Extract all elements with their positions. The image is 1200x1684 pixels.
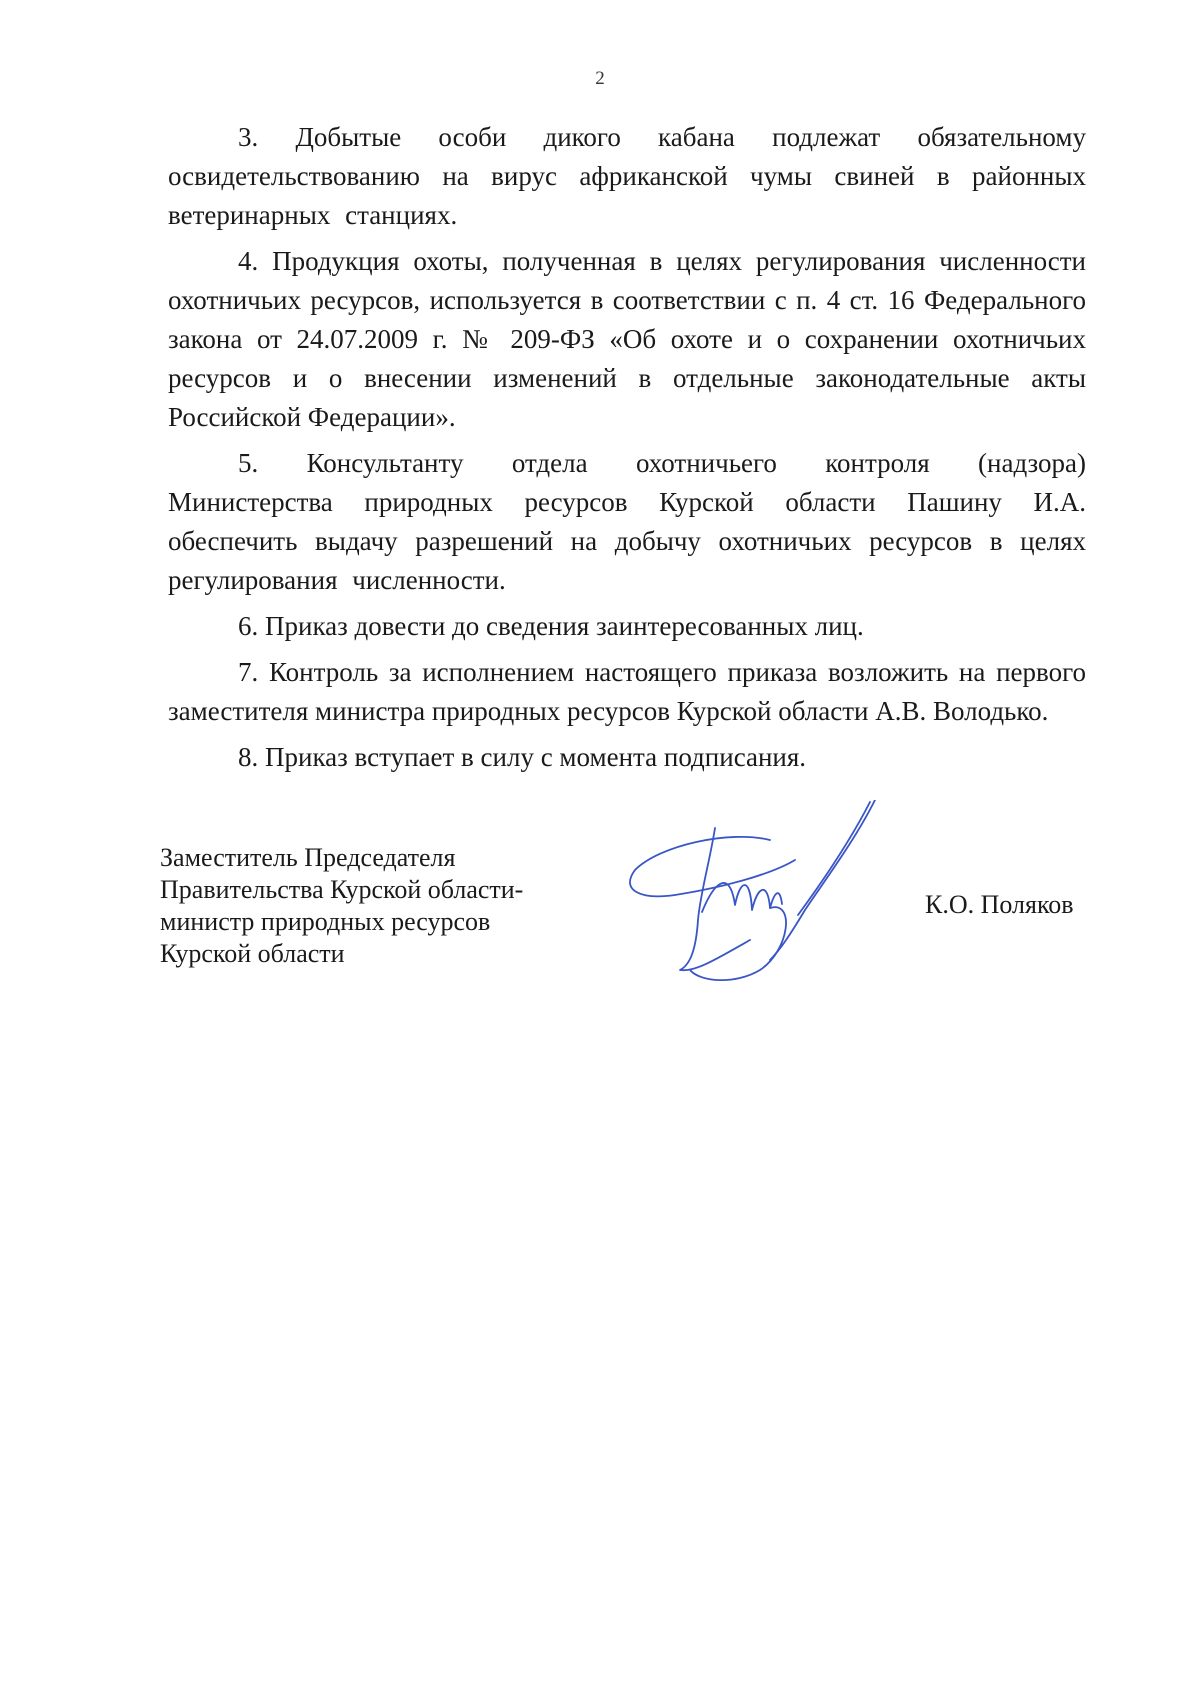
document-body [168,118,1086,784]
page-number: 2 [595,68,605,89]
paragraph-4: 4. Продукция охоты, полученная в целях регулирования численности охотничьих ресурсов, используется в соответствии с п. 4 ст. 16 Федерального закона от 24.07.2009 г. № 209-ФЗ «Об охоте и о сохранении охотничьих ресурсов и о внесении изменений в отдельные законодательные акты Российской Федерации». [168,246,1086,432]
signatory-title-line: Заместитель Председателя [160,843,456,872]
signature-flourish-stroke [798,802,870,915]
paragraph-3: 3. Добытые особи дикого кабана подлежат обязательному освидетельствованию на вирус африканской чумы свиней в районных ветеринарных станциях. [168,122,1086,230]
signer-name: К.О. Поляков [925,890,1074,919]
signatory-title-line: Правительства Курской области- [160,875,524,904]
signatory-title [160,842,523,970]
signatory-title-line: Курской области [160,939,345,968]
paragraph-8: 8. Приказ вступает в силу с момента подписания. [238,742,807,772]
handwritten-signature [620,800,910,990]
signature-tail-stroke [690,907,786,980]
signature-main-stroke [680,828,750,970]
paragraph-6: 6. Приказ довести до сведения заинтересованных лиц. [238,611,864,641]
signatory-title-line: министр природных ресурсов [160,907,491,936]
paragraph-5: 5. Консультанту отдела охотничьего контроля (надзора) Министерства природных ресурсов Курской области Пашину И.А. обеспечить выдачу разрешений на добычу охотничьих ресурсов в целях регулирования численности. [168,448,1086,595]
paragraph-7: 7. Контроль за исполнением настоящего приказа возложить на первого заместителя министра природных ресурсов Курской области А.В. Володько. [168,657,1086,726]
